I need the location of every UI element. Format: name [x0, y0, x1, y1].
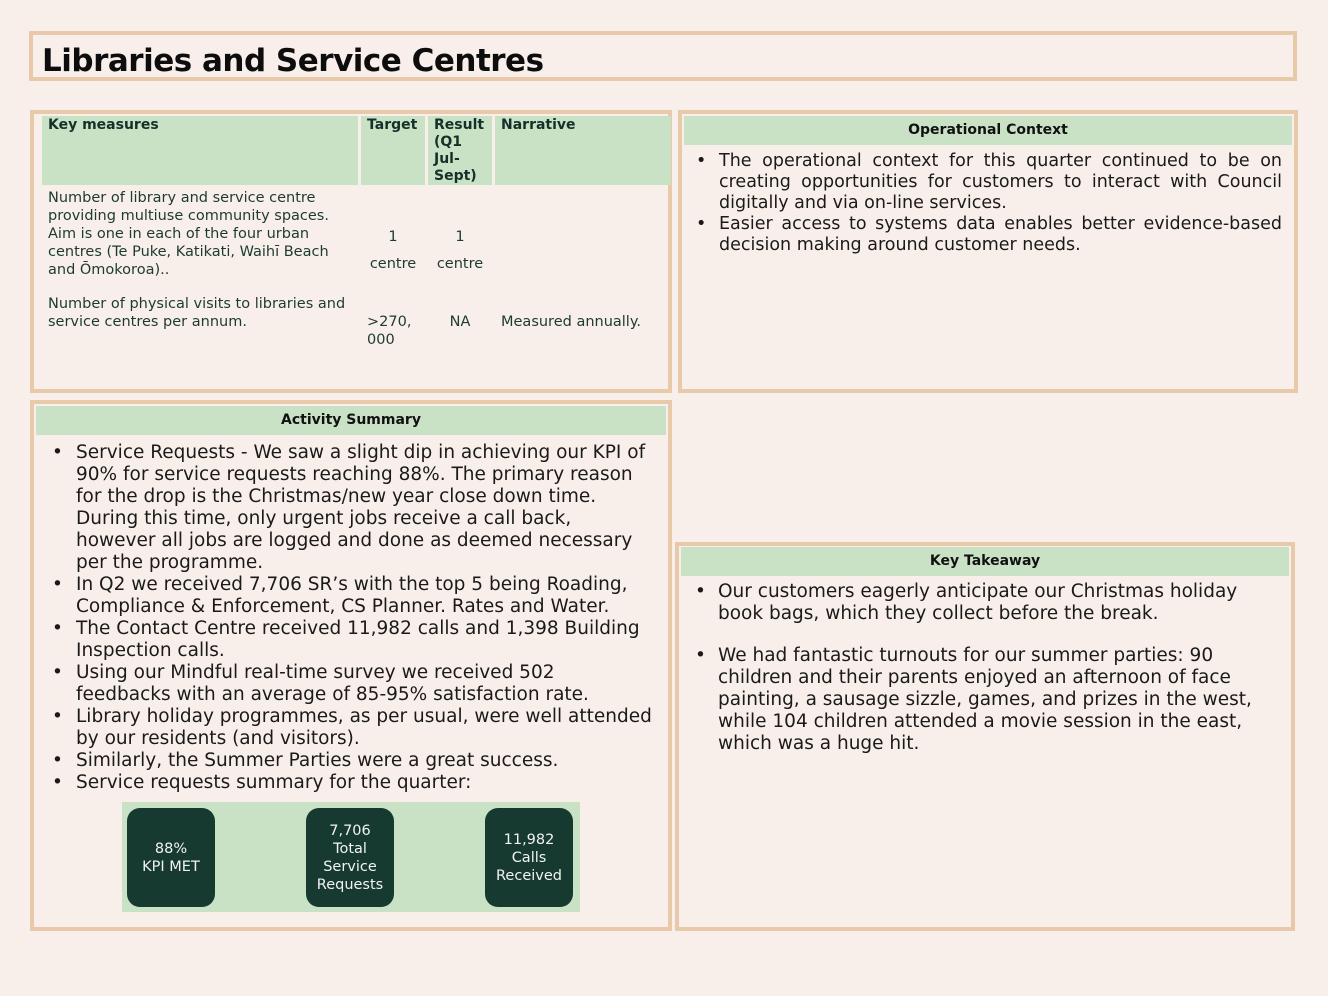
operational-context-list — [691, 151, 1282, 256]
stat-label: Service — [323, 858, 377, 875]
stat-kpi-met — [127, 808, 215, 907]
list-item: • Similarly, the Summer Parties were a great success. — [48, 750, 654, 772]
activity-summary-list — [48, 442, 654, 794]
table-row-1-result — [428, 224, 492, 278]
row-1-result-number: 1 — [455, 229, 465, 245]
page-title-box — [29, 31, 1297, 81]
key-takeaway-list — [690, 581, 1279, 775]
row-1-result-unit: centre — [436, 256, 484, 272]
stat-label: Requests — [316, 876, 384, 893]
key-takeaway-title: Key Takeaway — [681, 547, 1289, 576]
list-item: • Easier access to systems data enables better evidence-based decision making around customer needs. — [691, 214, 1282, 256]
list-item: • In Q2 we received 7,706 SR’s with the top 5 being Roading, Compliance & Enforcement, CS Planner. Rates and Water. — [48, 574, 654, 618]
operational-context-title: Operational Context — [684, 116, 1292, 145]
stat-value: 7,706 — [329, 822, 371, 839]
page-title: Libraries and Service Centres — [42, 43, 544, 79]
table-row-2-measure: Number of physical visits to libraries and service centres per annum. — [48, 296, 346, 330]
header-key-measures: Key measures — [42, 116, 358, 185]
table-row-1-target — [361, 224, 425, 278]
list-item: • The operational context for this quarter continued to be on creating opportunities for customers to interact with Council digitally and via on-line services. — [691, 151, 1282, 214]
stat-label: Total — [333, 840, 367, 857]
table-row-2-narrative: Measured annually. — [501, 314, 641, 330]
table-row-2-target: >270,000 — [367, 314, 412, 348]
list-item: • Our customers eagerly anticipate our Christmas holiday book bags, which they collect before the break. — [690, 581, 1279, 625]
row-1-target-number: 1 — [388, 229, 398, 245]
table-row-2-result: NA — [449, 314, 471, 330]
list-item: • Library holiday programmes, as per usual, were well attended by our residents (and visitors). — [48, 706, 654, 750]
row-1-target-unit: centre — [369, 256, 417, 272]
stat-label: Calls — [511, 849, 547, 866]
table-row-1-measure: Number of library and service centre providing multiuse community spaces. Aim is one in each of the four urban centres (Te Puke, Katikati, Waihī Beach and Ōmokoroa).. — [48, 190, 329, 278]
stat-value: 11,982 — [503, 831, 555, 848]
header-narrative: Narrative — [495, 116, 671, 185]
key-takeaway-panel — [675, 542, 1295, 931]
stat-total-service-requests — [306, 808, 394, 907]
list-item: • The Contact Centre received 11,982 calls and 1,398 Building Inspection calls. — [48, 618, 654, 662]
stat-calls-received — [485, 808, 573, 907]
header-result-label: Result (Q1 Jul-Sept) — [434, 117, 485, 184]
header-result — [428, 116, 492, 185]
stat-label: Received — [496, 867, 562, 884]
activity-summary-panel — [30, 400, 672, 931]
stat-label: KPI MET — [142, 858, 200, 875]
operational-context-panel — [678, 110, 1298, 393]
header-target: Target — [361, 116, 425, 185]
list-item: • Using our Mindful real-time survey we received 502 feedbacks with an average of 85-95% satisfaction rate. — [48, 662, 654, 706]
list-item: • We had fantastic turnouts for our summer parties: 90 children and their parents enjoyed an afternoon of face painting, a sausage sizzle, games, and prizes in the west, while 104 children attended a movie session in the east, which was a huge hit. — [690, 645, 1279, 755]
key-measures-panel — [30, 110, 672, 393]
stat-value: 88% — [154, 840, 188, 857]
activity-summary-title: Activity Summary — [36, 406, 666, 435]
list-item: • Service Requests - We saw a slight dip in achieving our KPI of 90% for service requests reaching 88%. The primary reason for the drop is the Christmas/new year close down time. During this time, only urgent jobs receive a call back, however all jobs are logged and done as deemed necessary per the programme. — [48, 442, 654, 574]
list-item: • Service requests summary for the quarter: — [48, 772, 654, 794]
service-requests-summary — [122, 802, 580, 912]
